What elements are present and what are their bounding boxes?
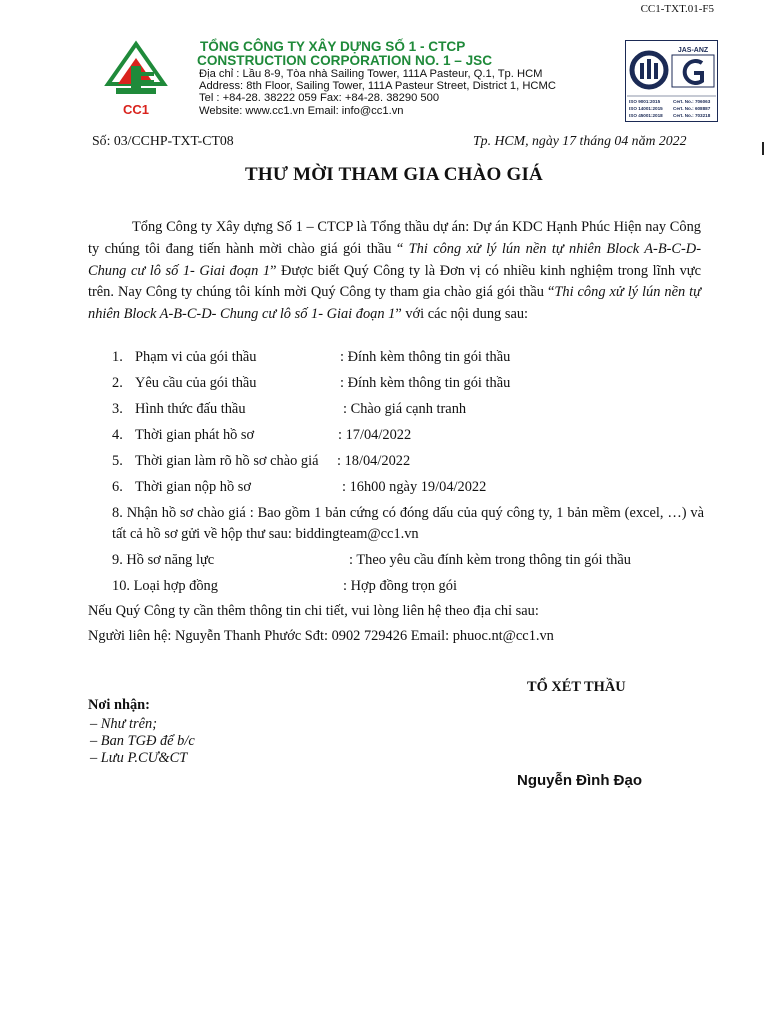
recipient-item: – Như trên; bbox=[90, 716, 158, 732]
company-address-en: Address: 8th Floor, Sailing Tower, 111A Pasteur Street, District 1, HCMC bbox=[199, 80, 556, 92]
place-date: Tp. HCM, ngày 17 tháng 04 năm 2022 bbox=[473, 133, 687, 148]
cert-iso-2: ISO 14001:2015 bbox=[629, 106, 663, 111]
intro-text-1: Tổng Công ty Xây dựng Số 1 – CTCP là Tổng thầu dự án: Dự án KDC Hạnh Phúc Hiện nay Công ty chúng tôi đang tiến hành mời chào giá gói thầu “ bbox=[88, 219, 701, 257]
cert-iso-3: ISO 45001:2018 bbox=[629, 113, 663, 118]
reference-number: Số: 03/CCHP-TXT-CT08 bbox=[92, 133, 234, 148]
intro-text-2: ” Được biết Quý Công ty là Đơn vị có nhiều kinh nghiệm trong lĩnh vực trên. Nay Công ty chúng tôi kính mời Quý Công ty tham gia chào giá gói thầu “ bbox=[88, 262, 701, 301]
company-address-vi: Địa chỉ : Lầu 8-9, Tòa nhà Sailing Tower, 111A Pasteur, Q.1, Tp. HCM bbox=[199, 68, 543, 80]
certification-badge-icon bbox=[625, 40, 718, 122]
intro-package-name-2: Thi công xử lý lún nền tự nhiên Block A-B-C-D- Chung cư lô số 1- Giai đoạn 1 bbox=[88, 284, 701, 323]
list-item-submission: 8. Nhận hồ sơ chào giá : Bao gồm 1 bản cứng có đóng dấu của quý công ty, 1 bản mềm (excel, …) và tất cả hồ sơ gửi về hộp thư sau: biddingteam@cc1.vn bbox=[112, 505, 704, 542]
company-name-en: CONSTRUCTION CORPORATION NO. 1 – JSC bbox=[197, 53, 493, 68]
recipient-item: – Ban TGĐ để b/c bbox=[90, 733, 195, 749]
intro-package-name-1: Thi công xử lý lún nền tự nhiên Block A-B-C-D- Chung cư lô số 1- Giai đoạn 1 bbox=[88, 240, 701, 279]
cert-iso-1: ISO 9001:2015 bbox=[629, 99, 661, 104]
recipient-item: – Lưu P.CƯ&CT bbox=[90, 750, 188, 766]
contact-intro: Nếu Quý Công ty cần thêm thông tin chi tiết, vui lòng liên hệ theo địa chỉ sau: bbox=[88, 603, 539, 619]
logo-text: CC1 bbox=[122, 102, 150, 117]
document-code: CC1-TXT.01-F5 bbox=[640, 3, 714, 15]
cert-no-2: Cert. No.: 608887 bbox=[673, 106, 711, 111]
edge-mark bbox=[762, 142, 764, 155]
signer-name: Nguyễn Đình Đạo bbox=[517, 772, 643, 789]
company-web-email: Website: www.cc1.vn Email: info@cc1.vn bbox=[199, 105, 404, 117]
company-name-vi: TỔNG CÔNG TY XÂY DỰNG SỐ 1 - CTCP bbox=[200, 39, 466, 54]
intro-text-3: ” với các nội dung sau: bbox=[395, 306, 529, 323]
cert-label: JAS-ANZ bbox=[677, 47, 709, 54]
cert-no-1: Cert. No.: 706063 bbox=[673, 99, 711, 104]
contact-details: Người liên hệ: Nguyễn Thanh Phước Sđt: 0902 729426 Email: phuoc.nt@cc1.vn bbox=[88, 628, 554, 644]
recipients-heading: Nơi nhận: bbox=[88, 697, 150, 713]
signer-title: TỔ XÉT THẦU bbox=[527, 679, 626, 695]
company-phone-fax: Tel : +84-28. 38222 059 Fax: +84-28. 38290 500 bbox=[199, 92, 440, 104]
cert-no-3: Cert. No.: 703218 bbox=[673, 113, 711, 118]
company-logo-icon bbox=[104, 38, 168, 120]
intro-paragraph bbox=[88, 217, 701, 326]
document-title: THƯ MỜI THAM GIA CHÀO GIÁ bbox=[245, 164, 543, 185]
